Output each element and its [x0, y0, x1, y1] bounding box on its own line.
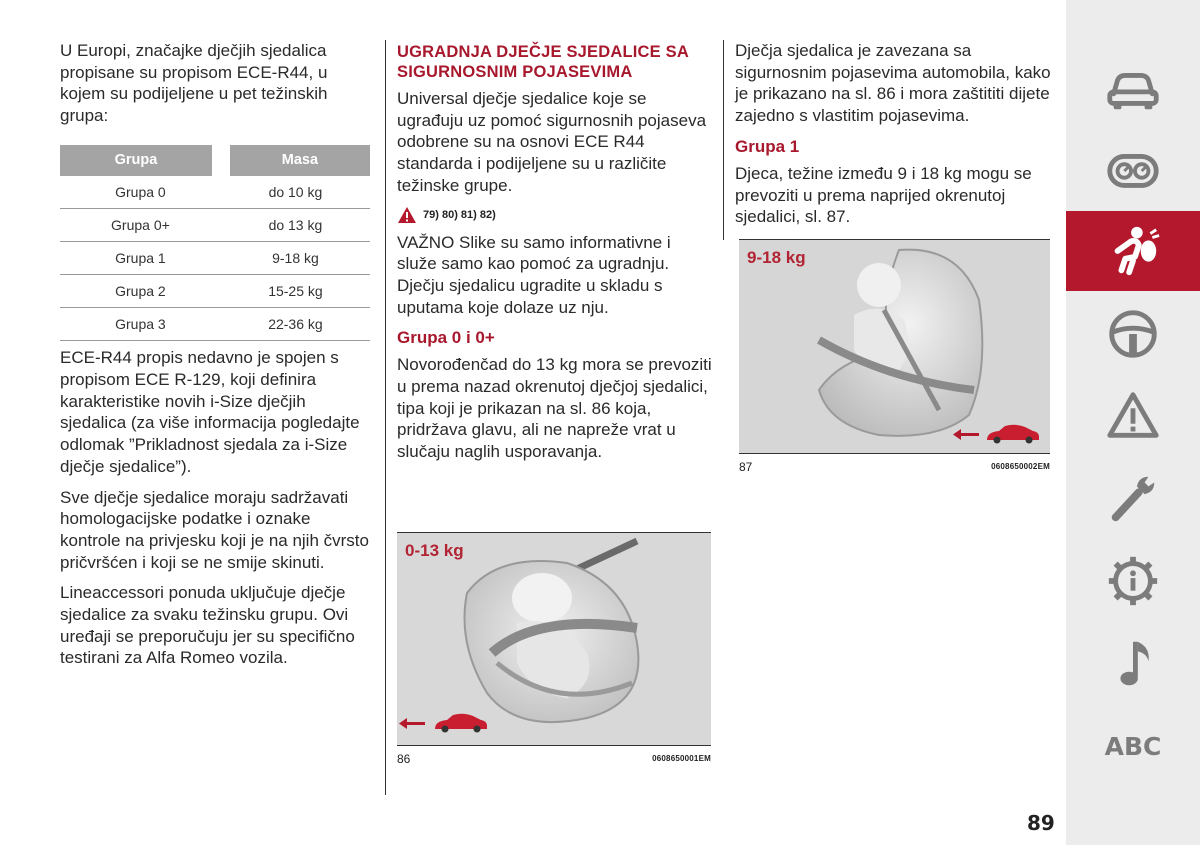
table-header-row	[60, 145, 370, 176]
warning-reference-numbers: 79) 80) 81) 82)	[423, 208, 496, 221]
sidebar-item-emergency[interactable]	[1066, 376, 1200, 456]
figure-87-image	[739, 240, 1050, 453]
table-cell: Grupa 1	[60, 242, 221, 275]
wrench-icon	[1104, 469, 1162, 527]
sidebar-item-safety[interactable]	[1066, 211, 1200, 291]
figure-code: 0608650002EM	[991, 462, 1050, 471]
sidebar-item-driving[interactable]	[1066, 294, 1200, 374]
airbag-passenger-icon	[1104, 222, 1162, 280]
regulation-paragraph: ECE-R44 propis nedavno je spojen s propisom ECE R-129, koji definira karakteristike novih i-Size dječjih sjedalica (za više informacija pogledajte odlomak ”Prikladnost sjedala za i-Size dječje sjedalice”).	[60, 348, 360, 476]
figure-86	[397, 532, 711, 766]
car-icon	[1104, 59, 1162, 117]
gear-info-icon	[1104, 552, 1162, 610]
warning-references	[397, 206, 712, 224]
steering-wheel-icon	[1104, 305, 1162, 363]
chapter-sidebar	[1066, 0, 1200, 845]
seat-fastened-paragraph: Dječja sjedalica je zavezana sa sigurnosnim pojasevima automobila, kako je prikazano na sl. 86 i mora zaštititi dijete zajedno s vlastitim pojasevima.	[735, 41, 1051, 126]
table-header: Masa	[221, 145, 370, 176]
music-note-icon	[1104, 634, 1162, 692]
table-cell: do 13 kg	[221, 209, 370, 242]
sidebar-item-instruments[interactable]	[1066, 130, 1200, 210]
figure-number: 87	[739, 460, 753, 474]
column-1	[60, 40, 370, 678]
rear-facing-child-seat-illustration	[397, 533, 711, 745]
table-cell: 15-25 kg	[221, 275, 370, 308]
forward-facing-child-seat-illustration	[739, 240, 1050, 453]
important-note-paragraph: VAŽNO Slike su samo informativne i služe samo kao pomoć za ugradnju. Dječju sjedalicu ugradite u skladu s uputama koje dolaze uz nju.	[397, 232, 671, 317]
table-row	[60, 308, 370, 341]
figure-86-caption	[397, 745, 711, 766]
table-header: Grupa	[60, 145, 221, 176]
table-cell: Grupa 2	[60, 275, 221, 308]
table-cell: do 10 kg	[221, 176, 370, 209]
subheading-group-0: Grupa 0 i 0+	[397, 328, 495, 348]
page-number: 89	[1027, 811, 1055, 835]
weight-groups-table	[60, 145, 370, 342]
universal-seats-paragraph: Universal dječje sjedalice koje se ugrađuju uz pomoć sigurnosnih pojaseva odobrene su na osnovi ECE R44 standarda i podijeljene su u različite težinske grupe.	[397, 89, 707, 195]
figure-87-caption	[739, 453, 1050, 474]
figure-87-weight-label: 9-18 kg	[747, 248, 806, 267]
table-cell: Grupa 3	[60, 308, 221, 341]
figure-number: 86	[397, 752, 411, 766]
newborn-paragraph: Novorođenčad do 13 kg mora se prevoziti u prema nazad okrenutoj dječjoj sjedalici, tipa koji je prikazan na sl. 86 koja, pridržava glavu, ali ne napreže vrat u slučaju naglih usporavanja.	[397, 355, 712, 462]
index-abc-label: ABC	[1104, 731, 1162, 761]
figure-87	[739, 239, 1050, 474]
subheading-group-1: Grupa 1	[735, 136, 800, 156]
warning-triangle-icon	[1104, 387, 1162, 445]
figure-code: 0608650001EM	[652, 754, 711, 763]
column-divider	[385, 40, 386, 795]
section-heading: UGRADNJA DJEČJE SJEDALICE SA SIGURNOSNIM POJASEVIMA	[397, 43, 689, 81]
table-cell: Grupa 0+	[60, 209, 221, 242]
table-cell: Grupa 0	[60, 176, 221, 209]
sidebar-item-vehicle[interactable]	[1066, 48, 1200, 128]
sidebar-item-index[interactable]	[1066, 706, 1200, 786]
warning-triangle-icon	[397, 206, 417, 224]
lineaccessori-paragraph: Lineaccessori ponuda uključuje dječje sjedalice za svaku težinsku grupu. Ovi uređaji se preporučuju jer su specifično testirani za Alfa Romeo vozila.	[60, 583, 355, 668]
sidebar-item-technical-data[interactable]	[1066, 541, 1200, 621]
forward-facing-paragraph: Djeca, težine između 9 i 18 kg mogu se prevoziti u prema naprijed okrenutoj sjedalici, sl. 87.	[735, 163, 1032, 227]
table-row	[60, 275, 370, 308]
table-cell: 9-18 kg	[221, 242, 370, 275]
figure-86-weight-label: 0-13 kg	[405, 541, 464, 560]
column-divider	[723, 40, 724, 240]
sidebar-item-multimedia[interactable]	[1066, 623, 1200, 703]
table-row	[60, 176, 370, 209]
table-cell: 22-36 kg	[221, 308, 370, 341]
table-row	[60, 242, 370, 275]
homologation-paragraph: Sve dječje sjedalice moraju sadržavati homologacijske podatke i oznake kontrole na privjesku koji je na njih čvrsto pričvršćen i koji se ne smije skinuti.	[60, 487, 369, 572]
column-3	[735, 40, 1055, 237]
figure-86-image	[397, 533, 711, 745]
sidebar-item-maintenance[interactable]	[1066, 458, 1200, 538]
dashboard-icon	[1104, 141, 1162, 199]
intro-paragraph: U Europi, značajke dječjih sjedalica propisane su propisom ECE-R44, u kojem su podijeljene u pet težinskih grupa:	[60, 41, 328, 126]
column-2	[397, 40, 712, 472]
table-row	[60, 209, 370, 242]
